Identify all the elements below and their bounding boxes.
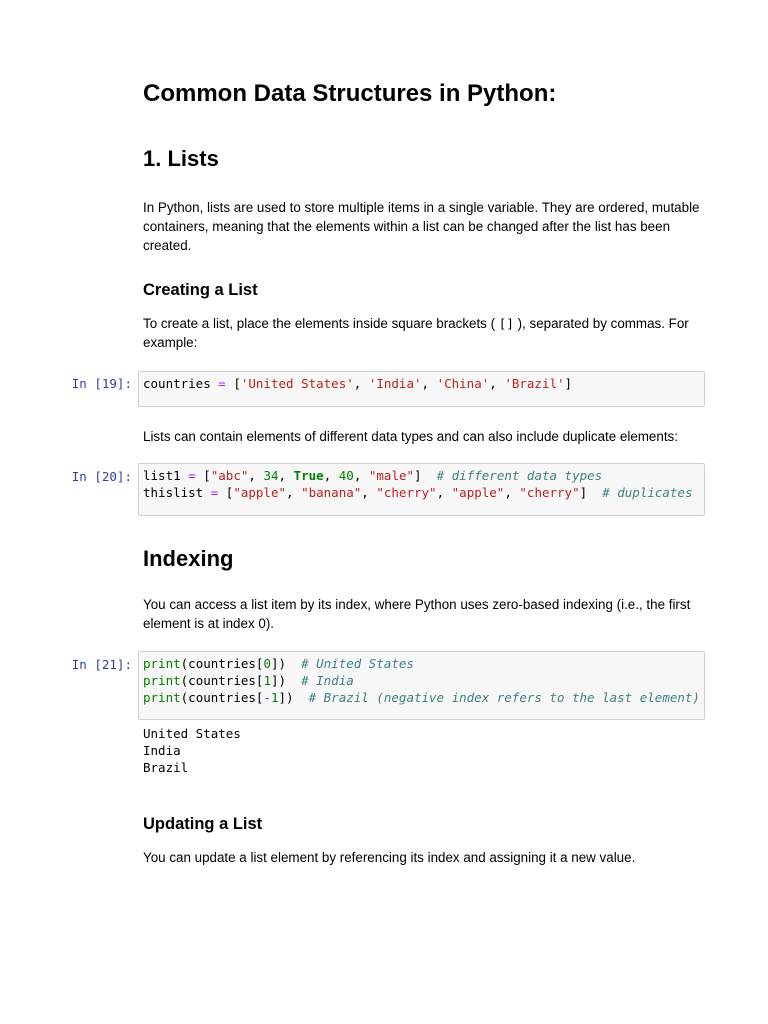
- indexing-paragraph: You can access a list item by its index, where Python uses zero-based indexing (i.e., the first element is at index 0).: [143, 597, 691, 631]
- comment-token: # India: [301, 672, 354, 688]
- code-token: ]: [414, 468, 437, 483]
- string-token: 'China': [436, 376, 490, 391]
- output-line: United States: [143, 726, 241, 741]
- code-token: ,: [361, 484, 377, 500]
- code-token: (countries[: [180, 689, 264, 705]
- code-token: ,: [421, 376, 437, 391]
- subheading-updating-list: Updating a List: [143, 815, 263, 833]
- comment-token: # different data types: [436, 468, 603, 483]
- string-token: 'India': [368, 376, 422, 391]
- section-heading-lists: 1. Lists: [143, 146, 219, 171]
- cell-prompt: In [21]:: [71, 657, 132, 672]
- code-token: ,: [286, 484, 302, 500]
- code-token: ]): [270, 656, 302, 671]
- cell-prompt: In [20]:: [71, 469, 132, 484]
- code-token: ]): [278, 689, 309, 705]
- operator-token: =: [218, 376, 226, 391]
- string-token: "cherry": [376, 484, 437, 500]
- code-token: ]: [564, 376, 573, 391]
- string-token: 'United States': [240, 376, 354, 391]
- number-token: 34: [263, 468, 279, 483]
- code-token: (countries[: [180, 672, 264, 688]
- code-token: (countries[: [180, 656, 264, 671]
- number-token: 40: [338, 468, 354, 483]
- string-token: "cherry": [519, 484, 580, 500]
- string-token: "apple": [233, 484, 287, 500]
- cell-prompt: In [19]:: [71, 376, 132, 391]
- output-line: Brazil: [143, 759, 189, 775]
- code-cell[interactable]: [138, 651, 705, 720]
- code-token: thislist: [143, 484, 211, 500]
- string-token: "apple": [451, 484, 505, 500]
- code-token: ,: [504, 484, 520, 500]
- code-token: [: [218, 484, 234, 500]
- number-token: 1: [270, 689, 279, 705]
- number-token: 0: [263, 656, 271, 671]
- code-cell[interactable]: [138, 463, 705, 516]
- code-token: ,: [248, 468, 264, 483]
- code-token: ,: [278, 468, 294, 483]
- string-token: "banana": [301, 484, 362, 500]
- builtin-token: print: [143, 656, 181, 671]
- code-input[interactable]: [139, 372, 704, 397]
- code-token: [: [225, 376, 241, 391]
- output-line: India: [143, 742, 181, 758]
- number-token: 1: [263, 672, 271, 688]
- comment-token: # Brazil (negative index refers to the last element): [308, 689, 700, 705]
- code-token: ,: [436, 484, 452, 500]
- comment-token: # duplicates: [602, 484, 693, 500]
- operator-token: -: [263, 689, 271, 705]
- code-token: ,: [353, 376, 369, 391]
- cell-output: [143, 726, 241, 776]
- code-token: ,: [489, 376, 505, 391]
- code-input[interactable]: [139, 464, 704, 506]
- builtin-token: print: [143, 672, 181, 688]
- code-token: list1: [143, 468, 189, 483]
- keyword-token: True: [293, 468, 324, 483]
- code-token: [: [195, 468, 211, 483]
- intro-paragraph: In Python, lists are used to store multiple items in a single variable. They are ordered, mutable containers, meaning that the elements within a list can be changed after the list has been created.: [143, 200, 700, 253]
- string-token: "male": [368, 468, 415, 483]
- updating-paragraph: You can update a list element by referencing its index and assigning it a new value.: [143, 850, 636, 865]
- code-token: countries: [143, 376, 219, 391]
- page-title: Common Data Structures in Python:: [143, 80, 557, 107]
- code-token: ,: [323, 468, 339, 483]
- subheading-creating-list: Creating a List: [143, 281, 258, 299]
- creating-text-pre: To create a list, place the elements inside square brackets (: [143, 316, 496, 331]
- operator-token: =: [188, 468, 196, 483]
- creating-paragraph: [143, 314, 703, 352]
- operator-token: =: [210, 484, 219, 500]
- mixed-types-paragraph: Lists can contain elements of different data types and can also include duplicate elements:: [143, 429, 678, 444]
- code-token: ]: [579, 484, 603, 500]
- string-token: 'Brazil': [504, 376, 565, 391]
- code-cell[interactable]: [138, 371, 705, 407]
- code-input[interactable]: [139, 652, 704, 710]
- code-token: ,: [353, 468, 369, 483]
- string-token: "abc": [210, 468, 249, 483]
- brackets-code: []: [498, 316, 514, 331]
- creating-text-post: ), separated by commas. For example:: [143, 316, 689, 350]
- code-token: ]): [270, 672, 302, 688]
- comment-token: # United States: [301, 656, 414, 671]
- builtin-token: print: [143, 689, 181, 705]
- section-heading-indexing: Indexing: [143, 546, 234, 571]
